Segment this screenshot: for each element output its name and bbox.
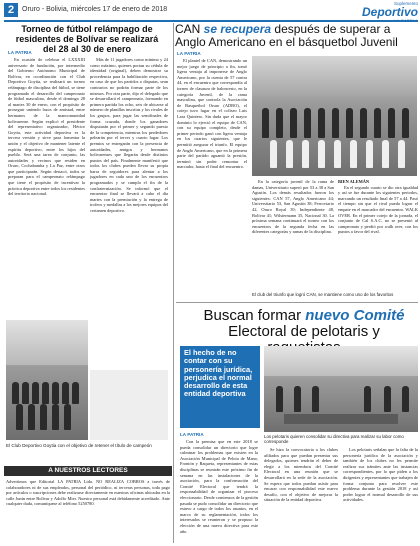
goytia-team-photo bbox=[6, 320, 88, 440]
main-headline-after: después de superar a Anglo Americano en el básquetbol Juvenil bbox=[175, 22, 398, 49]
left-article-col2: Más de 11 jugadores como mínimo y 24 como máximo, quienes portan su cédula de identidad (original), deben demostrar su procedencia para la habilitación respectiva, en caso de que los partidos o disputas, sean contrarios no podrán formar parte de los mismos. Por otra parte, dijo el delegado que se desarrollará el campeonato, formando en primera partida los ocho, seis de ubicarse al número de planillas inscritas y los rivales de los grupos, para jugar las semifinales de forma cruzada, donde los ganadores disputarán por el primer y segundo puesto de la competencia, mientras los perdedores pelearán por el tercer y cuarto lugar. Los premios se entregarán con la presencia de autoridades, amigos y hermanos bolivarenses que llegarán desde distintos puntos del país. Finalmente manifestó que todos los clubes pueden llevar su propia barra de seguidores para alentar a los jugadores en cada uno de los encuentros programados y se cumpla el fin de la confraternización. Se informó que el encuentro final se llevará a cabo el día martes con la premiación y la entrega de trofeos y medallas a los mejores equipos del certamen deportivo. bbox=[90, 57, 168, 214]
left-photo-continuation bbox=[90, 370, 168, 440]
brand-supplement: Suplemento bbox=[393, 1, 418, 6]
can-team-photo bbox=[252, 56, 417, 176]
second-headline-accent: nuevo Comité bbox=[305, 307, 405, 324]
pelotaris-meeting-photo bbox=[264, 346, 418, 432]
main-article-col2: En la categoría juvenil de la rama de damas, Universitario superó por 53 a 38 a San Agustín. Los demás resultados fueron los siguientes: CAN 57, Anglo Americano 44; Universitario 53, San Agustín 38; Ferroviario 42, Oruro Royal 39; Independiente 48, Bolívar 41; Wilstermann 35, Nacional 30. La próxima semana continuará el torneo con los encuentros de la segunda fecha en las diferentes categorías y ramas de la disciplina. bbox=[252, 179, 334, 235]
left-article-col1: En ocasión de celebrar el LXXXIII aniversario de fundación, por intermedio del Gobierno Autónomo Municipal de Bolívar, en coordinación con el Club Deportivo Goytia, se realizará un torneo relámpago de disciplina del fútbol, se tiene programado el desarrollo del campeonato de fútbol masculino, desde el domingo 28 al martes 30 de enero, con el propósito de proseguir uniendo lazos de amistad, entre hermanos de la mancomunidad bolivarense. Según explicó el presidente del representativo organizador, Héctor Goytia, este actividad deportiva es la tercera versión y sirve para fomentar la unión y el objetivo de mantener latente el espíritu deportivo, entre los hijos del pueblo. Será una tarea de conjunto, las autoridades y vecinos que residen en Oruro, Cochabamba y La Paz, entre otros que participarán. Según destacó, todos se preparan para el campeonato relámpago que tiene el propósito de incentivar la práctica deportiva entre todos los residentes del territorio nacional. bbox=[8, 57, 85, 197]
second-highlight-box: El hecho de no contar con su personería jurídica, perjudica el normal desarrollo de esta entidad deportiva bbox=[180, 346, 260, 428]
main-headline bbox=[175, 23, 417, 48]
main-kicker: LA PATRIA bbox=[177, 51, 201, 56]
second-article-col3: Los pelotaris señalan que la falta de la personería jurídica de la asociación y también de los clubes no les permite realizar sus trámites ante las instancias correspondientes, por lo que piden a los dirigentes y representantes que trabajen de forma conjunta para resolver este problema durante la gestión 2018 y así poder lograr el normal desarrollo de sus actividades. bbox=[343, 447, 418, 503]
page-number: 2 bbox=[4, 3, 18, 17]
section-divider bbox=[176, 302, 418, 303]
main-article-col3: BIEN ALEMÁN En el segundo cuarto se dio otra igualdad y así se fue durante los siguientes periodos, marcando un resultado final de 57 a 44. Pasó el tiempo sin que el rival pueda lograr el empate en el marcador del encuentro. WALK OVER. En el primer cotejo de la jornada, el conjunto de Cal S.A.C. no se presentó al campeonato y perdió por walk over, con los puntos a favor del rival. bbox=[338, 179, 418, 235]
column-divider bbox=[173, 23, 174, 543]
left-headline: Torneo de fútbol relámpago de residentes de Bolívar se realizará del 28 al 30 de enero bbox=[15, 24, 159, 54]
lectores-body: Advertimos que Editorial LA PATRIA Ltda. NO REALIZA COBROS a través de colaboradores ni de sus empleados, personal del periódico, ni terceras personas, toda pago por artículos o suscripciones debe realizarse directamente en nuestras oficinas ubicadas en la calle Junín entre Bolívar y Adolfo Mier. Nuestro personal está debidamente acreditado. Ante cualquier duda, comuníquese al teléfono 5250780. bbox=[6, 479, 170, 507]
main-article-col1: El plantel de CAN, demostrando un mejor juego de principio a fin, tomó ligera ventaja al imponerse de Anglo Americano, por la cuenta de 57 contra 44, en el encuentro que correspondía al torneo de clausura de baloncesto, en la categoría Juvenil, de la rama masculina, que controla la Asociación de Basquetbol Oruro (ADBO), el cotejo tuvo lugar en el coliseo Luis Lara Quintero. Sin duda que el mayor dominio lo ejerció el equipo de CAN, con su equipo completo, desde el primer periodo ganó con ligera ventaja en los cuartos siguientes, que le permitió asegurar el triunfo. El equipo de Anglo Americano, que en la primera parte del partido aguantó la presión, terminó sin poder remontar el marcador, hasta el final del encuentro. bbox=[177, 58, 247, 170]
second-headline-before: Buscan formar bbox=[203, 307, 306, 324]
second-headline-after: Electoral de pelotaris y bbox=[228, 323, 380, 340]
main-headline-before: CAN bbox=[175, 22, 204, 36]
main-photo-caption: El club del triunfo que logró CAN, se mantiene como uno de los favoritos bbox=[252, 292, 394, 297]
main-headline-accent: se recupera bbox=[203, 22, 272, 36]
dateline: Oruro - Bolivia, miércoles 17 de enero de 2018 bbox=[22, 6, 168, 13]
second-kicker: LA PATRIA bbox=[180, 432, 204, 437]
second-photo-caption: Los pelotaris quieren consolidar su directiva para realizar su labor como corresponde bbox=[264, 434, 404, 445]
left-photo-caption: El Club Deportivo Goytia con el objetivo de retener el título de campeón bbox=[6, 443, 152, 448]
main-col3-subhead: BIEN ALEMÁN bbox=[338, 179, 370, 184]
lectores-title: A NUESTROS LECTORES bbox=[4, 466, 172, 476]
brand-name: Deportivo bbox=[361, 5, 418, 19]
left-kicker: LA PATRIA bbox=[8, 50, 32, 55]
second-article-col2: Se hizo la convocatoria a los clubes afiliados para que puedan presentar sus delegados, quienes tendrán el deber de elegir a los miembros del Comité Electoral en una reunión que se desarrollará en la sede de la asociación. Se espera que todos puedan asistir para encarar con responsabilidad este nuevo desafío, con el objetivo de mejorar la situación de la entidad deportiva. bbox=[264, 447, 338, 503]
brand-logo bbox=[330, 1, 418, 21]
second-article-col1: Con la premisa que en este 2018 se pueda consolidar un directorio que logre culminar los problemas que existen en la Asociación Municipal de Pelota de Mano, Frontón y Raqueta, representantes de estas disciplinas se reunirán este próximo fin de semana en las instalaciones de la asociación, para la conformación del Comité Electoral que tendrá la responsabilidad de organizar el proceso eleccionario. Desde comienzos de la gestión pasada se pudo consolidar un directorio que estuvo a cargo de todos los asuntos, en el marco de su reglamentación, todos los interesados se reunieron y se propuso la elección de una nueva directiva para este año. bbox=[180, 439, 258, 534]
